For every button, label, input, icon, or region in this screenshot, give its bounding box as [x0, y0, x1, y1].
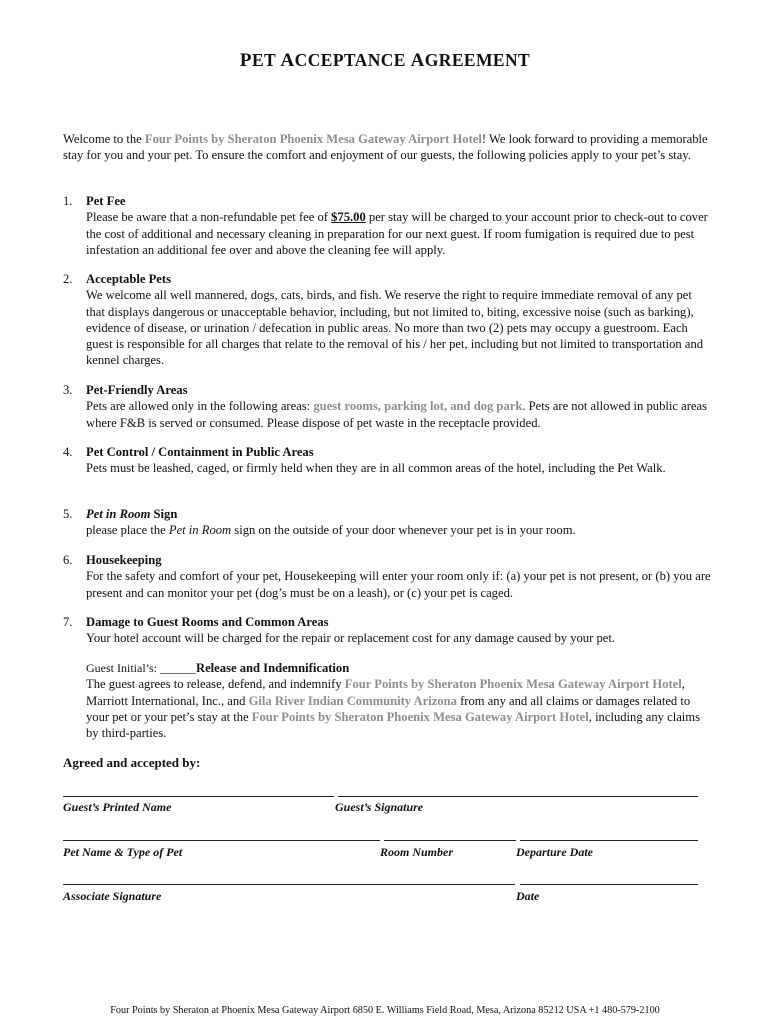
guest-printed-name-line[interactable]: [63, 796, 334, 797]
section-heading: Acceptable Pets: [86, 272, 171, 286]
section-heading: Pet in Room Sign: [86, 507, 178, 521]
associate-signature-line[interactable]: [63, 884, 515, 885]
section-pet-friendly-areas: 3. Pet-Friendly Areas Pets are allowed only in the following areas: guest rooms, parking lot, and dog park. Pets are not allowed in public areas where F&B is served or consumed. Please dispose of pet waste in the receptacle provided.: [63, 382, 713, 431]
section-heading: Housekeeping: [86, 553, 162, 567]
document-title: PET ACCEPTANCE AGREEMENT: [239, 50, 531, 71]
section-heading: Pet Control / Containment in Public Areas: [86, 445, 314, 459]
section-text: Your hotel account will be charged for the repair or replacement cost for any damage caused by your pet.: [86, 631, 615, 646]
section-text: For the safety and comfort of your pet, Housekeeping will enter your room only if: (a) your pet is not present, or (b) you are present and can monitor your pet (dog’s must be on a leash), or (c) your pet is caged.: [86, 569, 711, 600]
departure-date-label: Departure Date: [516, 845, 593, 859]
departure-date-line[interactable]: [520, 840, 698, 841]
section-text: Pets must be leashed, caged, or firmly held when they are in all common areas of the hotel, including the Pet Walk.: [86, 461, 666, 476]
section-pet-fee: 1. Pet Fee Please be aware that a non-refundable pet fee of $75.00 per stay will be charged to your account prior to check-out to cover the cost of additional and necessary cleaning in preparation for our next guest. If room fumigation is required due to pest infestation an additional fee over and above the cleaning fee will apply.: [63, 193, 713, 258]
footer-address: Four Points by Sheraton at Phoenix Mesa Gateway Airport 6850 E. Williams Field Road, Mesa, Arizona 85212 USA +1 480-579-2100: [110, 1005, 660, 1016]
associate-signature-label: Associate Signature: [63, 889, 162, 903]
guest-signature-label: Guest’s Signature: [335, 800, 424, 814]
section-text: please place the Pet in Room sign on the outside of your door whenever your pet is in your room.: [86, 523, 576, 538]
guest-printed-name-label: Guest’s Printed Name: [63, 800, 172, 814]
pet-fee-amount: $75.00: [331, 210, 366, 225]
section-text: The guest agrees to release, defend, and indemnify Four Points by Sheraton Phoenix Mesa Gateway Airport Hotel, Marriott International, Inc., and Gila River Indian Community Arizona from any and all claims or damages related to your pet or your pet’s stay at the Four Points by Sheraton Phoenix Mesa Gateway Airport Hotel, including any claims by third-parties.: [86, 677, 700, 741]
hotel-name: Four Points by Sheraton Phoenix Mesa Gateway Airport Hotel: [144, 132, 482, 146]
section-pet-in-room-sign: 5. Pet in Room Sign please place the Pet in Room sign on the outside of your door whenever your pet is in your room.: [63, 506, 713, 539]
room-number-line[interactable]: [384, 840, 516, 841]
agreed-heading: Agreed and accepted by:: [63, 755, 201, 770]
guest-initials-field: Guest Initial’s: ______: [86, 661, 196, 675]
guest-signature-line[interactable]: [338, 796, 698, 797]
section-text: Please be aware that a non-refundable pet fee of $75.00 per stay will be charged to your account prior to check-out to cover the cost of additional and necessary cleaning in preparation for our next guest. If room fumigation is required due to pest infestation an additional fee over and above the cleaning fee will apply.: [86, 210, 708, 257]
date-line[interactable]: [520, 884, 698, 885]
pet-name-label: Pet Name & Type of Pet: [63, 845, 183, 859]
section-text: Pets are allowed only in the following areas: guest rooms, parking lot, and dog park. Pets are not allowed in public areas where F&B is served or consumed. Please dispose of pet waste in the receptacle provided.: [86, 399, 707, 430]
date-label: Date: [516, 889, 540, 903]
section-heading: Pet Fee: [86, 194, 126, 208]
section-heading: Pet-Friendly Areas: [86, 383, 188, 397]
section-heading: Release and Indemnification: [196, 661, 350, 675]
section-heading: Damage to Guest Rooms and Common Areas: [86, 615, 329, 629]
section-pet-control: 4. Pet Control / Containment in Public Areas Pets must be leashed, caged, or firmly held when they are in all common areas of the hotel, including the Pet Walk.: [63, 444, 713, 477]
section-damage: 7. Damage to Guest Rooms and Common Areas Your hotel account will be charged for the repair or replacement cost for any damage caused by your pet.: [63, 614, 713, 647]
section-text: We welcome all well mannered, dogs, cats, birds, and fish. We reserve the right to require immediate removal of any pet that displays dangerous or unacceptable behavior, including, but not limited to, biting, excessive noise (such as barking), evidence of disease, or urination / defecation in public areas. No more than two (2) pets may occupy a guestroom. Each guest is responsible for all charges that relate to the removal of his / her pet, including but not limited to transportation and kennel charges.: [86, 288, 704, 368]
section-housekeeping: 6. Housekeeping For the safety and comfort of your pet, Housekeeping will enter your room only if: (a) your pet is not present, or (b) you are present and can monitor your pet (dog’s must be on a leash), or (c) your pet is caged.: [63, 552, 713, 601]
section-acceptable-pets: 2. Acceptable Pets We welcome all well mannered, dogs, cats, birds, and fish. We reserve the right to require immediate removal of any pet that displays dangerous or unacceptable behavior, including, but not limited to, biting, excessive noise (such as barking), evidence of disease, or urination / defecation in public areas. No more than two (2) pets may occupy a guestroom. Each guest is responsible for all charges that relate to the removal of his / her pet, including but not limited to transportation and kennel charges.: [63, 271, 713, 369]
section-release: [63, 660, 713, 741]
pet-name-line[interactable]: [63, 840, 380, 841]
room-number-label: Room Number: [380, 845, 454, 859]
intro-paragraph: Welcome to the Four Points by Sheraton Phoenix Mesa Gateway Airport Hotel! We look forward to providing a memorable stay for you and your pet. To ensure the comfort and enjoyment of our guests, the following policies apply to your pet’s stay.: [63, 132, 708, 163]
allowed-areas: guest rooms, parking lot, and dog park: [313, 399, 523, 414]
